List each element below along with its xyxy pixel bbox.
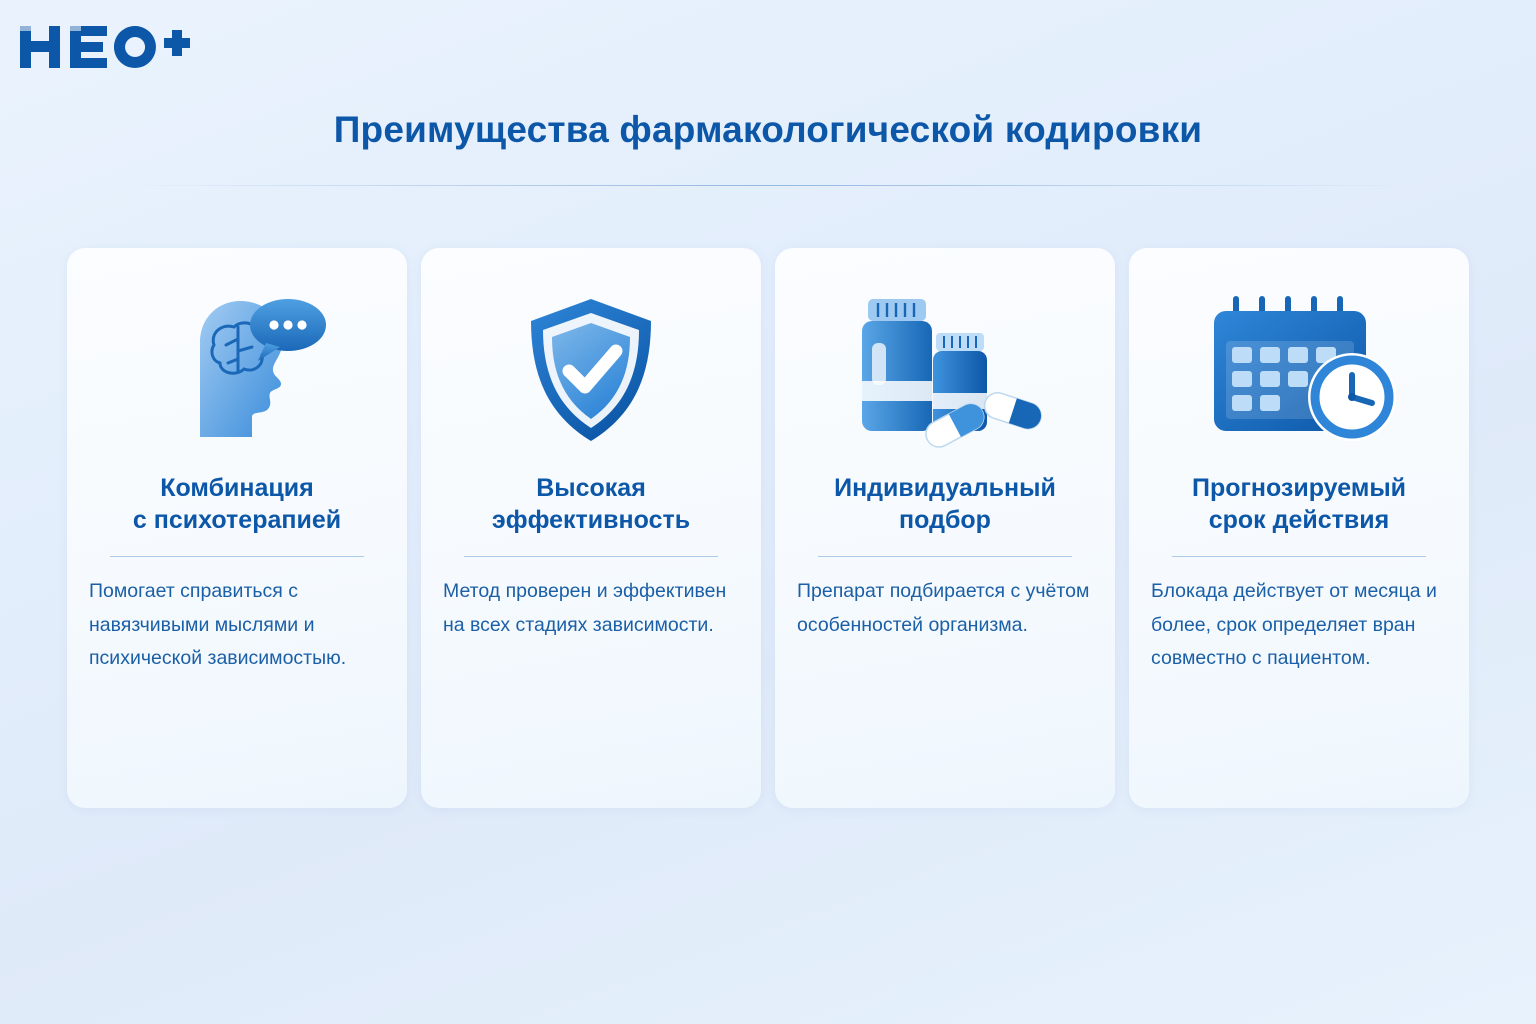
benefit-card-title [492,472,690,536]
brain-head-speech-bubble-icon [89,270,385,470]
brand-logo [18,18,193,76]
benefit-card-title-line2: срок действия [1208,506,1390,534]
benefit-card-body: Помогает справиться с навязчивыми мыслями и психической зависимостыю. [89,580,347,670]
page-title: Преимущества фармакологической кодировки [333,109,1203,150]
benefit-card-title [834,472,1056,536]
calendar-clock-icon [1151,270,1447,470]
benefit-card-title-line2: эффективность [491,506,691,534]
card-divider [110,556,365,557]
benefit-card-title-line2: подбор [899,506,991,534]
shield-checkmark-icon [443,270,739,470]
benefit-card-title-line1: Индивидуальный [834,474,1056,502]
benefit-card-title-line1: Прогнозируемый [1191,474,1407,502]
benefit-card-individual-selection [775,248,1115,808]
neo-plus-logo-icon [18,18,193,76]
benefit-card-predictable-duration [1129,248,1469,808]
benefit-card-body: Блокада действует от месяца и более, срок определяет вран совместно с пациентом. [1151,580,1437,670]
title-divider [120,185,1416,186]
card-divider [464,556,719,557]
benefit-card-title [1192,472,1406,536]
benefit-card-title-line1: Высокая [536,474,646,502]
pill-bottles-capsules-icon [797,270,1093,470]
benefit-card-body: Препарат подбирается с учётом особенностей организма. [797,580,1090,636]
benefit-card-title-line1: Комбинация [160,474,314,502]
benefit-card-title [133,472,341,536]
card-divider [818,556,1073,557]
page-title-wrap [0,108,1536,152]
card-divider [1172,556,1427,557]
benefit-card-combination [67,248,407,808]
benefit-card-list [67,248,1469,808]
benefit-card-body: Метод проверен и эффективен на всех стадиях зависимости. [443,580,727,636]
benefit-card-effectiveness [421,248,761,808]
benefit-card-title-line2: с психотерапией [132,506,342,534]
